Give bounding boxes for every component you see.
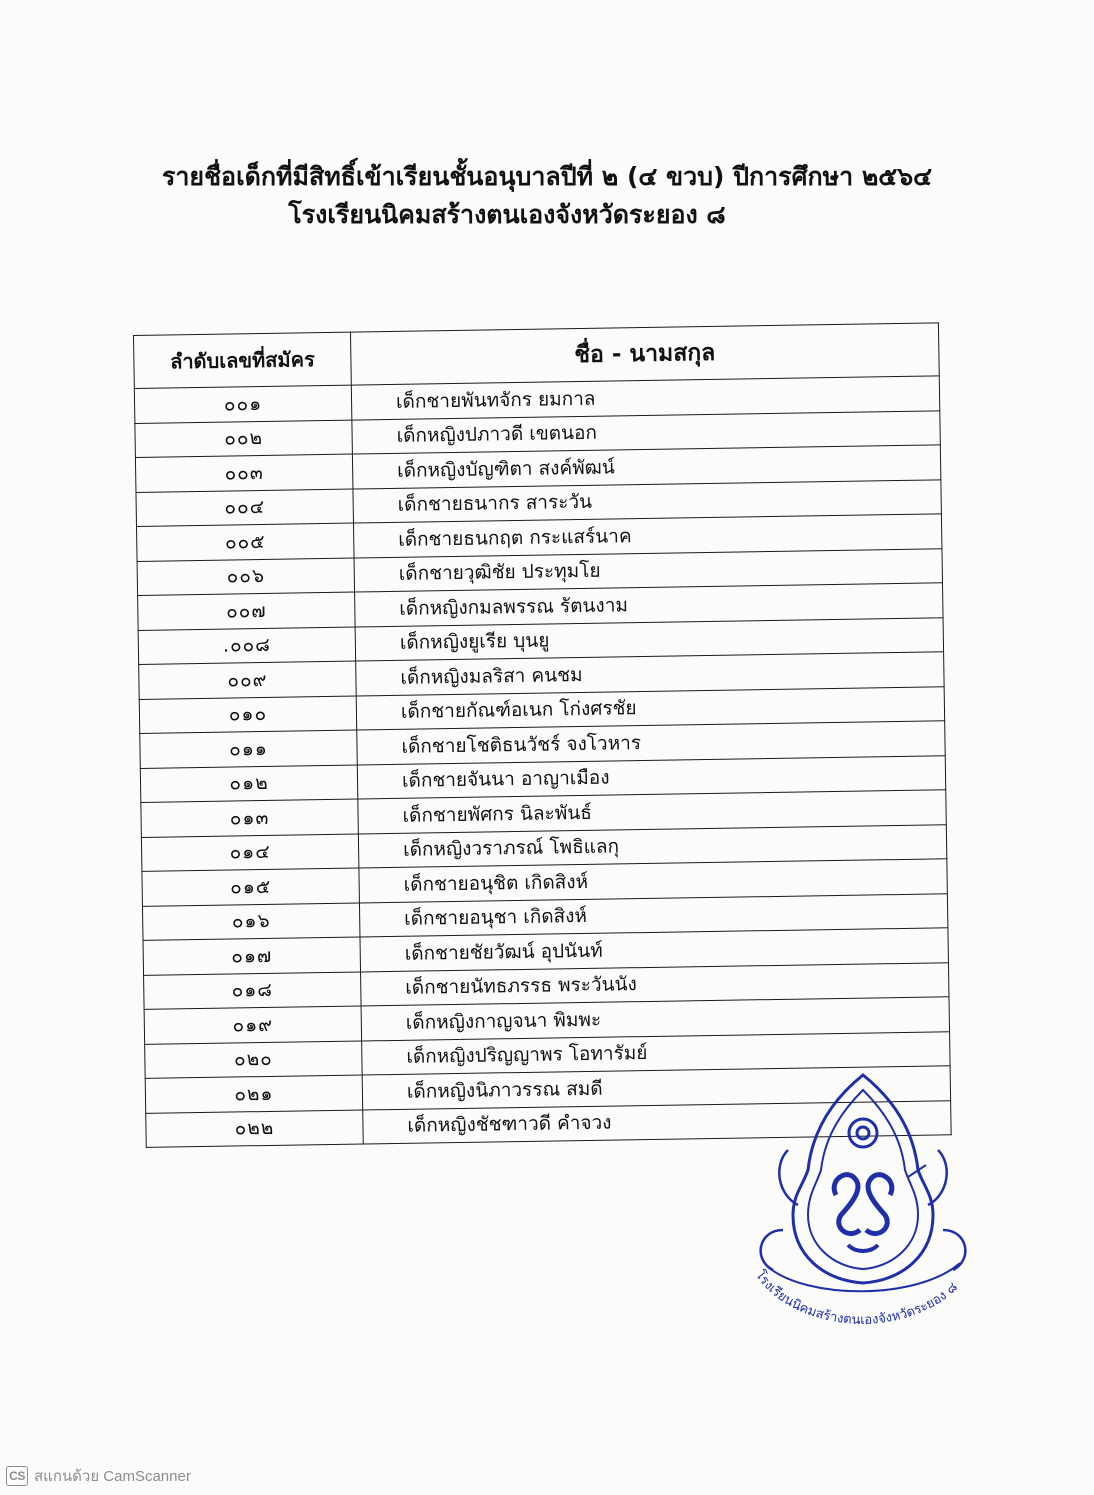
camscanner-logo-icon: CS [6,1466,28,1486]
applicant-number: ๐๐๗ [138,592,356,630]
applicant-name: เด็กหญิงกมลพรรณ รัตนงาม [355,583,943,627]
applicant-name: เด็กชายพันทจักร ยมกาล [351,376,939,420]
header-number: ลำดับเลขที่สมัคร [134,332,352,388]
applicant-number: ๐๐๑ [134,385,352,423]
applicant-number: ๐๒๒ [146,1109,364,1147]
applicant-number: ๐๐๙ [139,661,357,699]
applicant-name: เด็กหญิงกาญจนา พิมพะ [361,997,949,1041]
applicant-name: เด็กชายพัศกร นิละพันธ์ [358,790,946,834]
applicant-number: ๐๑๐ [139,696,357,734]
applicant-number: ๐๐๖ [137,558,355,596]
applicant-name: เด็กหญิงบัญฑิตา สงค์พัฒน์ [352,445,940,489]
applicant-number: ๐๒๐ [145,1040,363,1078]
scanner-watermark [6,1464,191,1488]
applicant-name: เด็กชายธนกฤต กระแสร์นาค [353,514,941,558]
applicant-number: ๐๐๓ [135,454,353,492]
applicant-name: เด็กชายจันนา อาญาเมือง [357,755,945,799]
applicant-name: เด็กชายชัยวัฒน์ อุปนันท์ [360,928,948,972]
applicant-name: เด็กชายนัทธภรรธ พระวันนัง [361,962,949,1006]
applicant-name: เด็กชายวุฒิชัย ประทุมโย [354,548,942,592]
applicant-number: ๐๑๓ [141,799,359,837]
applicant-name: เด็กหญิงนิภาวรรณ สมดี [362,1066,950,1110]
applicant-name: เด็กชายอนุชิต เกิดสิงห์ [359,859,947,903]
seal-text: โรงเรียนนิคมสร้างตนเองจังหวัดระยอง ๘ [751,1268,961,1328]
applicant-number: ๐๑๑ [140,730,358,768]
applicant-name: เด็กชายกัณฑ์อเนก โก่งศรชัย [356,686,944,730]
document-title: รายชื่อเด็กที่มีสิทธิ์เข้าเรียนชั้นอนุบาลปีที่ ๒ (๔ ขวบ) ปีการศึกษา ๒๕๖๔ [161,162,933,191]
header-name: ชื่อ - นามสกุล [350,323,939,385]
applicant-number: .๐๐๘ [138,627,356,665]
applicant-name: เด็กชายอนุชา เกิดสิงห์ [359,893,947,937]
applicant-name: เด็กชายโชติธนวัชร์ จงโวหาร [357,721,945,765]
applicant-name: เด็กชายธนากร สาระวัน [353,479,941,523]
applicant-name: เด็กหญิงปภาวดี เขตนอก [352,410,940,454]
school-name: โรงเรียนนิคมสร้างตนเองจังหวัดระยอง ๘ [288,200,726,229]
applicant-name: เด็กหญิงมลริสา คนชม [356,652,944,696]
applicant-name: เด็กหญิงปริญญาพร โอทารัมย์ [362,1031,950,1075]
applicant-table [133,322,952,1148]
applicant-number: ๐๐๕ [137,523,355,561]
applicant-name: เด็กหญิงวราภรณ์ โพธิแลกุ [358,824,946,868]
applicant-name: เด็กหญิงชัชฑาวดี คำจวง [363,1100,951,1144]
table-body [134,376,951,1148]
applicant-number: ๐๑๕ [142,868,360,906]
applicant-number: ๐๑๖ [142,903,360,941]
applicant-number: ๐๐๒ [135,420,353,458]
applicant-number: ๐๑๗ [143,937,361,975]
applicant-number: ๐๐๔ [136,489,354,527]
applicant-name: เด็กหญิงยูเรีย บุนยู [355,617,943,661]
applicant-number: ๐๑๙ [144,1006,362,1044]
applicant-number: ๐๑๔ [141,834,359,872]
applicant-number: ๐๒๑ [145,1075,363,1113]
scanner-watermark-text: สแกนด้วย CamScanner [34,1468,191,1485]
applicant-number: ๐๑๒ [140,765,358,803]
applicant-number: ๐๑๘ [144,972,362,1010]
school-seal-stamp [738,1055,988,1345]
